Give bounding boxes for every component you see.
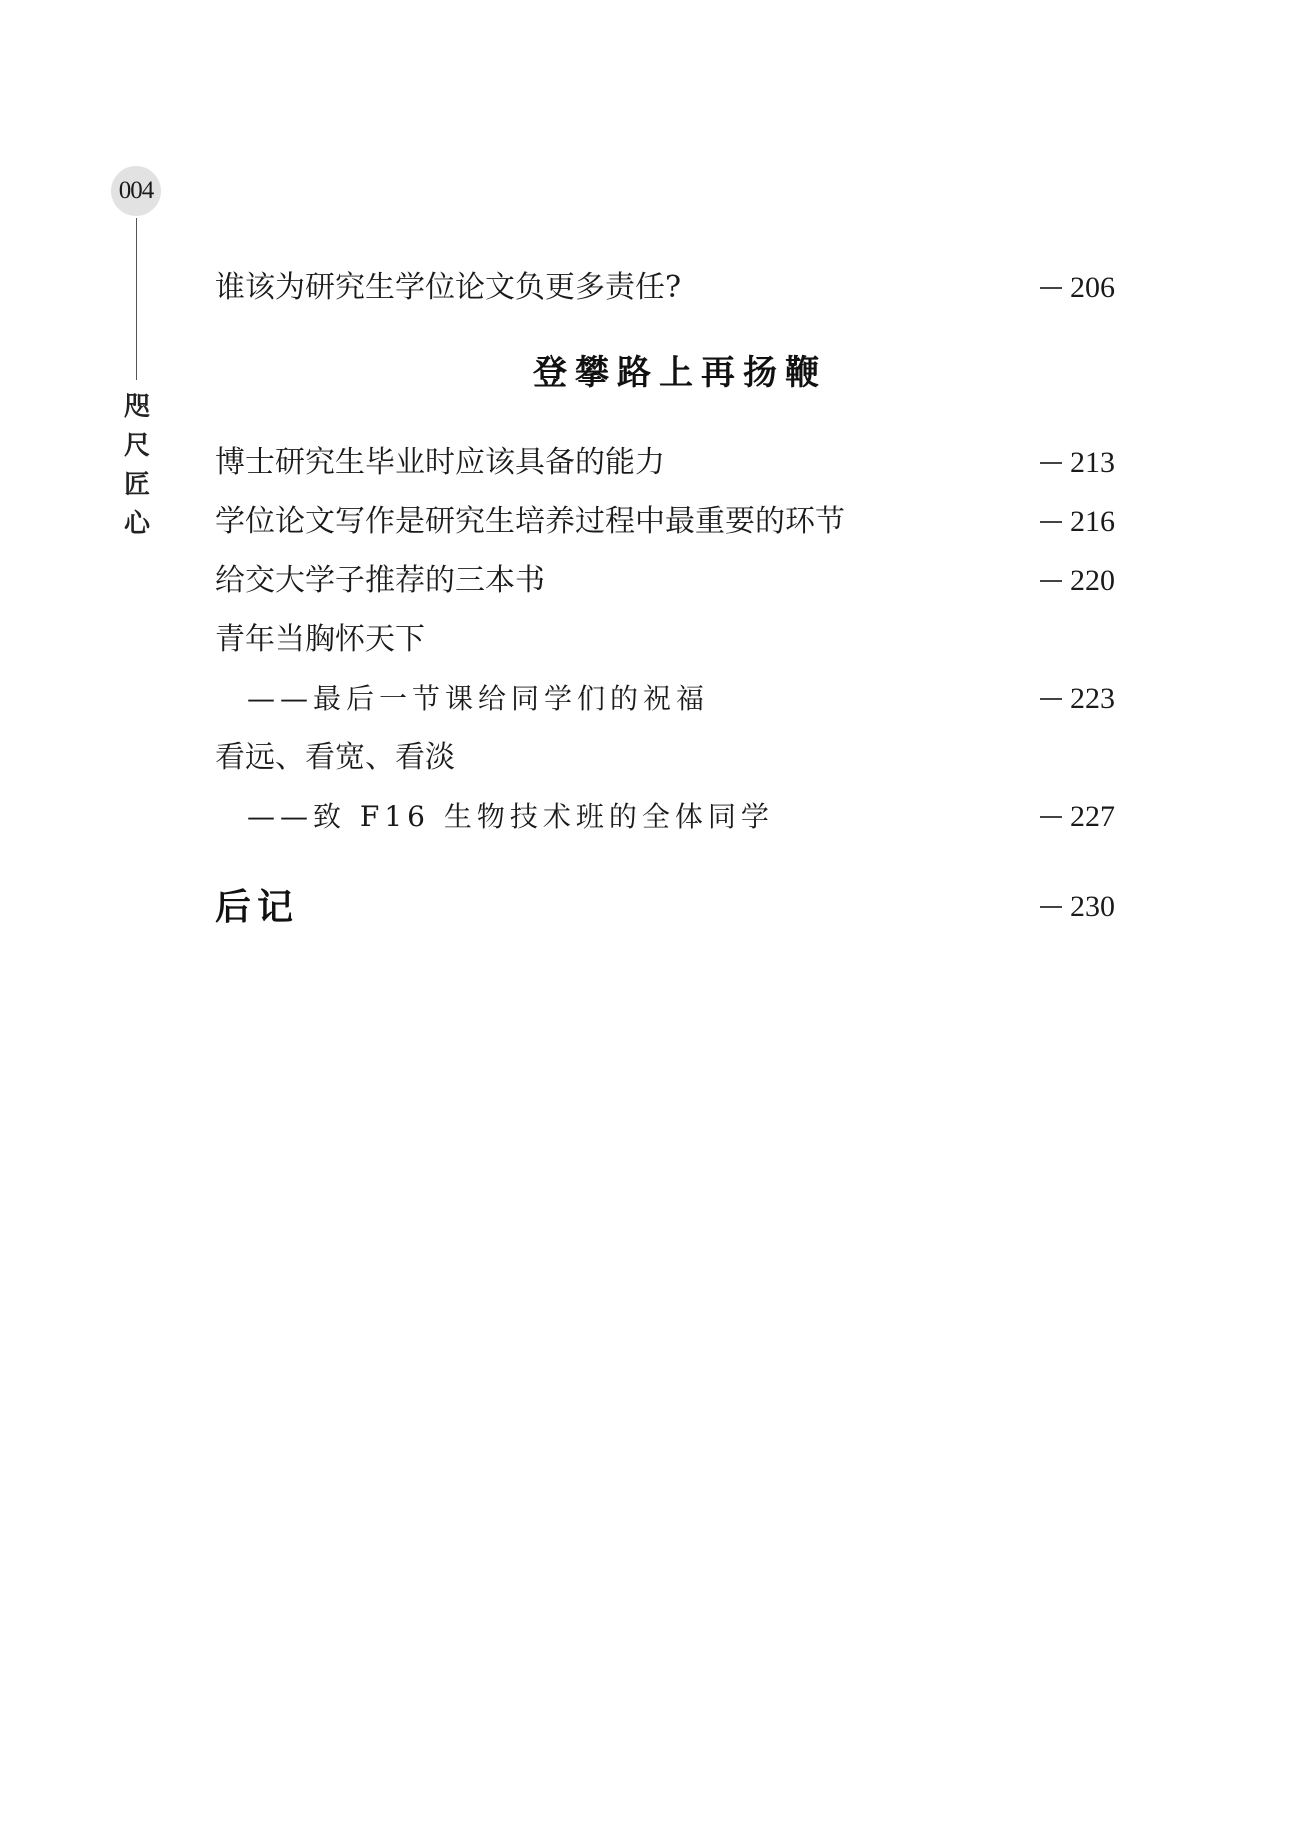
side-title-char: 匠 bbox=[123, 470, 150, 500]
toc-entry[interactable] bbox=[215, 620, 1115, 660]
side-title-char: 尺 bbox=[123, 431, 150, 461]
toc-entry[interactable] bbox=[215, 443, 1115, 483]
page-number-badge: 004 bbox=[111, 166, 161, 216]
postscript-page: 230 bbox=[1040, 887, 1115, 927]
running-book-title bbox=[117, 388, 157, 544]
toc-entry[interactable] bbox=[215, 561, 1115, 601]
toc-entry[interactable] bbox=[215, 268, 1115, 308]
side-title-char: 心 bbox=[123, 509, 150, 539]
toc-entry-subtitle: ——致 F16 生物技术班的全体同学 bbox=[247, 800, 774, 833]
side-title-char: 咫 bbox=[123, 392, 150, 422]
toc-entry-page: 223 bbox=[1040, 679, 1115, 719]
toc-entry[interactable] bbox=[215, 502, 1115, 542]
toc-entry-title: 谁该为研究生学位论文负更多责任? bbox=[215, 270, 682, 305]
toc-entry-subtitle-row[interactable] bbox=[215, 679, 1115, 719]
toc-entry-page: 227 bbox=[1040, 797, 1115, 837]
toc-entry-page: 220 bbox=[1040, 561, 1115, 601]
toc-entry-title: 博士研究生毕业时应该具备的能力 bbox=[215, 445, 665, 480]
toc-entry-subtitle-row[interactable] bbox=[215, 797, 1115, 837]
toc-entry-title: 学位论文写作是研究生培养过程中最重要的环节 bbox=[215, 504, 845, 539]
toc-entry-title: 看远、看宽、看淡 bbox=[215, 740, 455, 775]
section-heading: 登攀路上再扬鞭 bbox=[533, 353, 827, 393]
toc-entry-page: 216 bbox=[1040, 502, 1115, 542]
postscript-title[interactable]: 后记 bbox=[215, 886, 300, 928]
toc-entry-title: 给交大学子推荐的三本书 bbox=[215, 563, 545, 598]
toc-entry-title: 青年当胸怀天下 bbox=[215, 622, 425, 657]
toc-entry[interactable] bbox=[215, 738, 1115, 778]
toc-entry-page: 206 bbox=[1040, 268, 1115, 308]
toc-entry-subtitle: ——最后一节课给同学们的祝福 bbox=[247, 682, 710, 715]
toc-entry-page: 213 bbox=[1040, 443, 1115, 483]
